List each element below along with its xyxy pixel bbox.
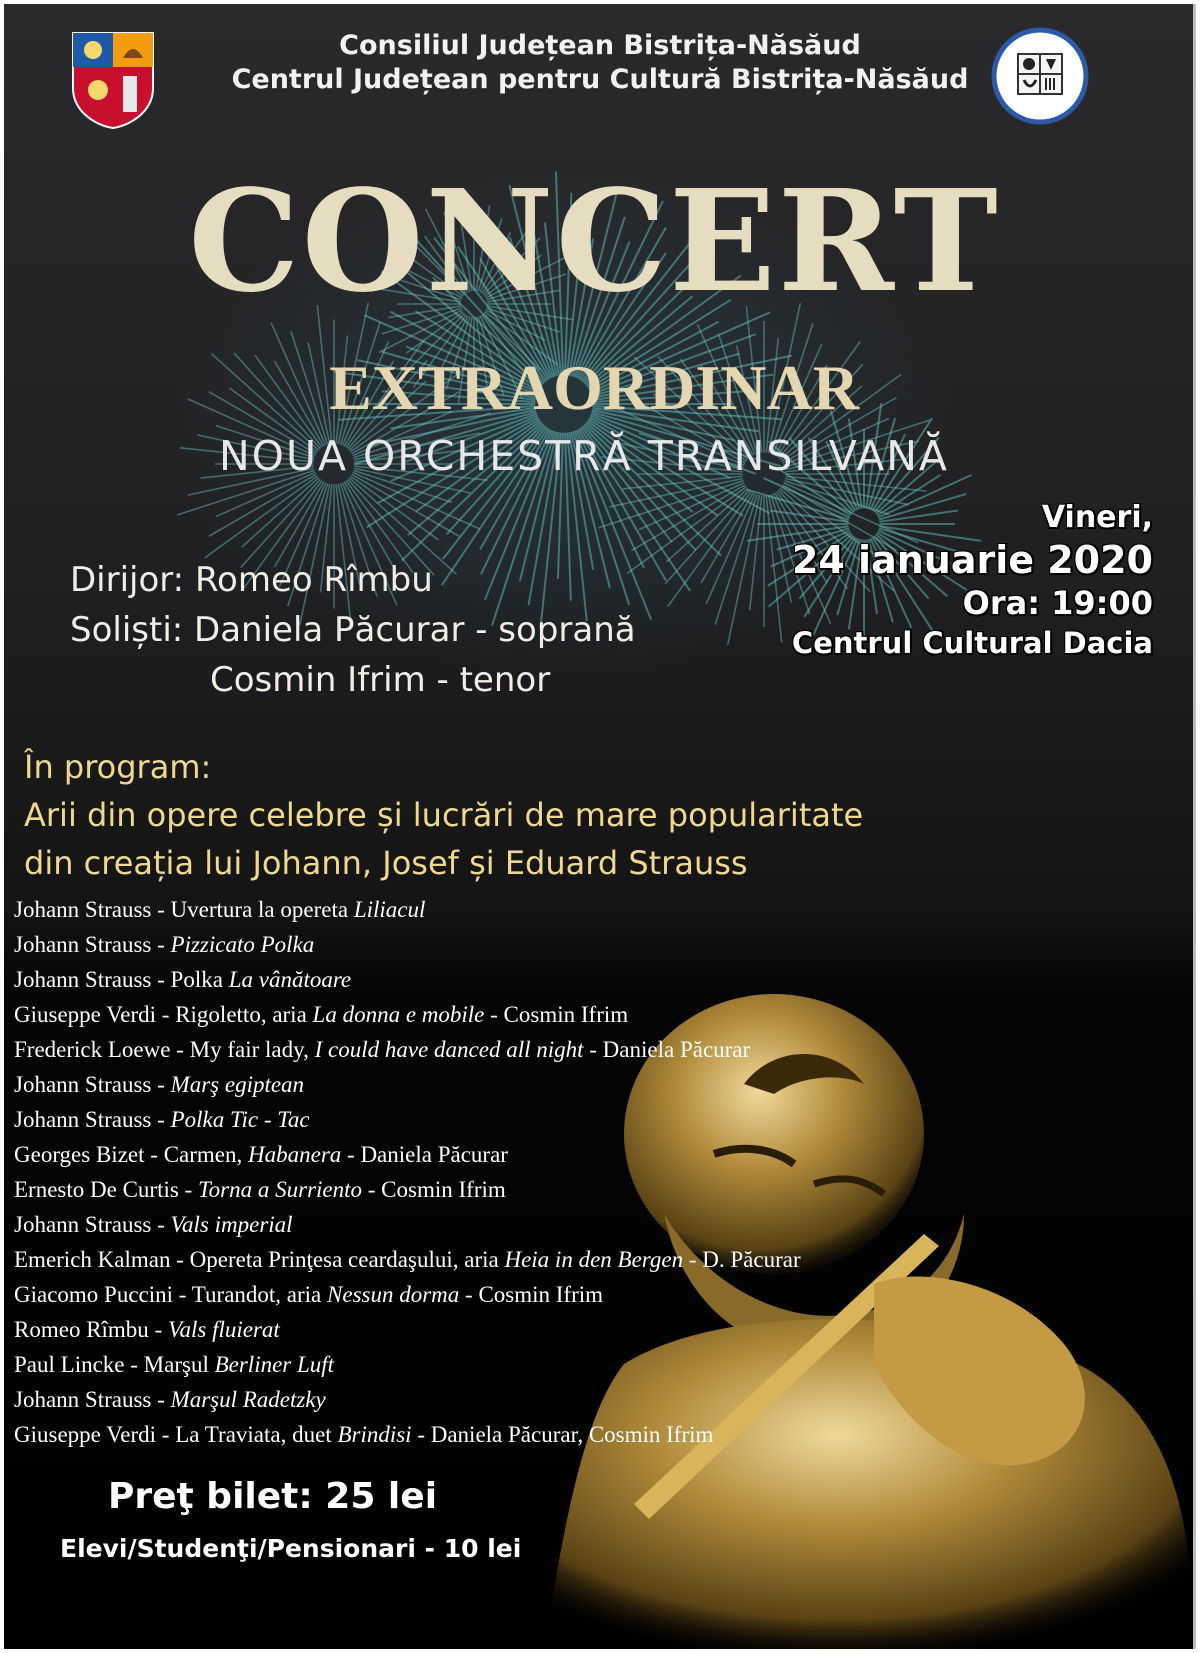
work-performer: - Cosmin Ifrim bbox=[362, 1177, 506, 1202]
work-performer: - Cosmin Ifrim bbox=[484, 1002, 629, 1027]
work-performer: - Daniela Păcurar bbox=[341, 1142, 508, 1167]
concert-poster bbox=[4, 4, 1196, 1649]
event-day: Vineri, bbox=[1041, 500, 1153, 535]
soloist-line-1: Soliști: Daniela Păcurar - soprană bbox=[70, 610, 636, 650]
work-composer: Giacomo Puccini bbox=[14, 1282, 174, 1307]
program-works-list bbox=[14, 892, 814, 1452]
work-performer: - Daniela Păcurar bbox=[583, 1037, 751, 1062]
work-title: Polka bbox=[170, 967, 229, 992]
program-work-item bbox=[14, 927, 814, 962]
work-separator: - bbox=[178, 1177, 198, 1202]
work-separator: - bbox=[151, 1212, 171, 1237]
program-work-item bbox=[14, 1207, 814, 1242]
program-work-item bbox=[14, 1102, 814, 1137]
work-title-italic: Vals imperial bbox=[170, 1212, 293, 1237]
program-work-item bbox=[14, 1242, 814, 1277]
work-separator: - bbox=[156, 1422, 176, 1447]
work-title: La Traviata, duet bbox=[175, 1422, 338, 1447]
work-separator: - bbox=[173, 1282, 192, 1307]
work-composer: Paul Lincke bbox=[14, 1352, 125, 1377]
program-work-item bbox=[14, 997, 814, 1032]
program-work-item bbox=[14, 1312, 814, 1347]
orchestra-name: NOUA ORCHESTRĂ TRANSILVANĂ bbox=[219, 432, 949, 480]
work-separator: - bbox=[151, 932, 171, 957]
work-title: Marşul bbox=[143, 1352, 215, 1377]
work-composer: Johann Strauss bbox=[14, 1387, 152, 1412]
work-title-italic: Nessun dorma bbox=[327, 1282, 460, 1307]
work-performer: - Cosmin Ifrim bbox=[459, 1282, 604, 1307]
work-separator: - bbox=[151, 897, 171, 922]
work-title-italic: Marşul Radetzky bbox=[170, 1387, 326, 1412]
work-separator: - bbox=[156, 1002, 176, 1027]
work-separator: - bbox=[148, 1317, 168, 1342]
work-composer: Johann Strauss bbox=[14, 1072, 152, 1097]
work-title: Rigoletto, aria bbox=[175, 1002, 313, 1027]
work-separator: - bbox=[124, 1352, 144, 1377]
event-date: 24 ianuarie 2020 bbox=[791, 538, 1153, 582]
work-composer: Giuseppe Verdi bbox=[14, 1422, 157, 1447]
work-title-italic: Pizzicato Polka bbox=[170, 932, 315, 957]
soloist-line-2: Cosmin Ifrim - tenor bbox=[210, 660, 551, 700]
work-title-italic: Vals fluierat bbox=[167, 1317, 280, 1342]
work-title: My fair lady, bbox=[189, 1037, 315, 1062]
conductor-line: Dirijor: Romeo Rîmbu bbox=[70, 560, 433, 600]
program-work-item bbox=[14, 1137, 814, 1172]
work-composer: Giuseppe Verdi bbox=[14, 1002, 157, 1027]
work-separator: - bbox=[151, 1387, 171, 1412]
ticket-price: Preţ bilet: 25 lei bbox=[108, 1476, 438, 1517]
program-work-item bbox=[14, 1417, 814, 1452]
program-work-item bbox=[14, 1347, 814, 1382]
work-title-italic: Polka Tic - Tac bbox=[170, 1107, 310, 1132]
work-composer: Johann Strauss bbox=[14, 1212, 152, 1237]
work-title-italic: Marş egiptean bbox=[170, 1072, 305, 1097]
program-work-item bbox=[14, 962, 814, 997]
work-separator: - bbox=[144, 1142, 164, 1167]
program-description-line-1: Arii din opere celebre și lucrări de mare popularitate bbox=[24, 796, 864, 834]
work-composer: Johann Strauss bbox=[14, 897, 152, 922]
work-title-italic: Berliner Luft bbox=[214, 1352, 335, 1377]
work-composer: Romeo Rîmbu bbox=[14, 1317, 149, 1342]
work-separator: - bbox=[151, 1107, 171, 1132]
work-separator: - bbox=[170, 1037, 190, 1062]
work-title-italic: La vânătoare bbox=[228, 967, 352, 992]
program-work-item bbox=[14, 892, 814, 927]
ticket-reduced-price: Elevi/Studenţi/Pensionari - 10 lei bbox=[60, 1534, 522, 1563]
program-description-line-2: din creația lui Johann, Josef și Eduard Strauss bbox=[24, 844, 748, 882]
work-composer: Ernesto De Curtis bbox=[14, 1177, 179, 1202]
work-title-italic: Torna a Surriento bbox=[197, 1177, 363, 1202]
work-composer: Johann Strauss bbox=[14, 967, 152, 992]
event-venue: Centrul Cultural Dacia bbox=[791, 626, 1153, 660]
work-composer: Frederick Loewe bbox=[14, 1037, 171, 1062]
work-performer: - D. Păcurar bbox=[683, 1247, 801, 1272]
work-title-italic: I could have danced all night bbox=[314, 1037, 584, 1062]
work-composer: Emerich Kalman bbox=[14, 1247, 171, 1272]
program-work-item bbox=[14, 1032, 814, 1067]
event-time: Ora: 19:00 bbox=[962, 584, 1153, 622]
work-title: Carmen, bbox=[163, 1142, 248, 1167]
poster-title: CONCERT bbox=[188, 160, 1000, 324]
work-composer: Johann Strauss bbox=[14, 1107, 152, 1132]
program-work-item bbox=[14, 1382, 814, 1417]
work-title-italic: Habanera bbox=[248, 1142, 342, 1167]
header-cultural-center: Centrul Județean pentru Cultură Bistrița-Năsăud bbox=[231, 64, 969, 95]
work-title-italic: La donna e mobile bbox=[312, 1002, 485, 1027]
work-performer: - Daniela Păcurar, Cosmin Ifrim bbox=[411, 1422, 714, 1447]
work-separator: - bbox=[170, 1247, 190, 1272]
header-county-council: Consiliul Județean Bistrița-Năsăud bbox=[339, 30, 861, 61]
work-title-italic: Heia in den Bergen bbox=[504, 1247, 684, 1272]
work-title: Uvertura la opereta bbox=[170, 897, 354, 922]
program-work-item bbox=[14, 1277, 814, 1312]
program-heading: În program: bbox=[24, 748, 212, 786]
work-composer: Georges Bizet bbox=[14, 1142, 145, 1167]
work-title: Turandot, aria bbox=[191, 1282, 328, 1307]
work-composer: Johann Strauss bbox=[14, 932, 152, 957]
work-title-italic: Brindisi bbox=[337, 1422, 412, 1447]
work-separator: - bbox=[151, 967, 171, 992]
program-work-item bbox=[14, 1067, 814, 1102]
work-title-italic: Liliacul bbox=[353, 897, 426, 922]
program-work-item bbox=[14, 1172, 814, 1207]
work-title: Opereta Prinţesa ceardaşului, aria bbox=[189, 1247, 505, 1272]
work-separator: - bbox=[151, 1072, 171, 1097]
poster-subtitle: EXTRAORDINAR bbox=[329, 352, 859, 423]
